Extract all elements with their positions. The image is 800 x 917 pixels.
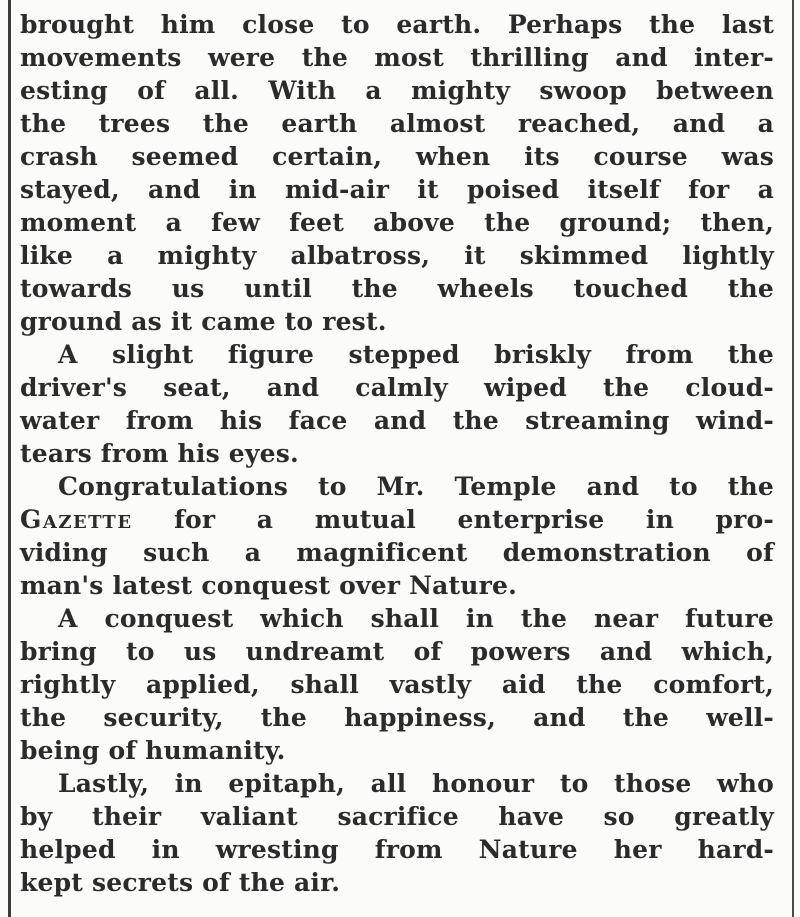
text-line: moment a few feet above the ground; then, [20, 208, 774, 237]
paragraph-1 [20, 8, 774, 338]
text-line: towards us until the wheels touched the [20, 274, 774, 303]
text-line: driver's seat, and calmly wiped the cloud- [20, 373, 774, 402]
text-line: A slight figure stepped briskly from the [58, 340, 774, 369]
text-line: like a mighty albatross, it skimmed lightly [20, 241, 774, 270]
text-line: man's latest conquest over Nature. [20, 571, 518, 600]
text-line: helped in wresting from Nature her hard- [20, 835, 774, 864]
text-line: tears from his eyes. [20, 439, 299, 468]
text-line: brought him close to earth. Perhaps the last [20, 10, 774, 39]
text-line: rightly applied, shall vastly aid the comfort, [20, 670, 774, 699]
column-rule-left [8, 0, 11, 917]
text-line: being of humanity. [20, 736, 286, 765]
gazette-name: Gazette [20, 505, 133, 534]
text-line: kept secrets of the air. [20, 868, 341, 897]
text-line: viding such a magnificent demonstration of [20, 538, 774, 567]
text-line: Congratulations to Mr. Temple and to the [58, 472, 774, 501]
text-line: the security, the happiness, and the well- [20, 703, 774, 732]
text-line: crash seemed certain, when its course was [20, 142, 774, 171]
paragraph-3 [20, 470, 774, 602]
article-column [20, 8, 774, 899]
text-line: esting of all. With a mighty swoop between [20, 76, 774, 105]
paragraph-5 [20, 767, 774, 899]
text-line: ground as it came to rest. [20, 307, 387, 336]
text-line: bring to us undreamt of powers and which, [20, 637, 774, 666]
text-line-rest: for a mutual enterprise in pro- [174, 505, 774, 534]
text-line: the trees the earth almost reached, and a [20, 109, 774, 138]
text-line: movements were the most thrilling and inter- [20, 43, 774, 72]
text-line: A conquest which shall in the near future [58, 604, 774, 633]
text-line: water from his face and the streaming wind- [20, 406, 774, 435]
text-line [20, 503, 774, 536]
text-line: by their valiant sacrifice have so greatly [20, 802, 774, 831]
text-line: Lastly, in epitaph, all honour to those who [58, 769, 774, 798]
text-line: stayed, and in mid-air it poised itself for a [20, 175, 774, 204]
paragraph-4 [20, 602, 774, 767]
paragraph-2 [20, 338, 774, 470]
column-rule-right [792, 0, 794, 917]
